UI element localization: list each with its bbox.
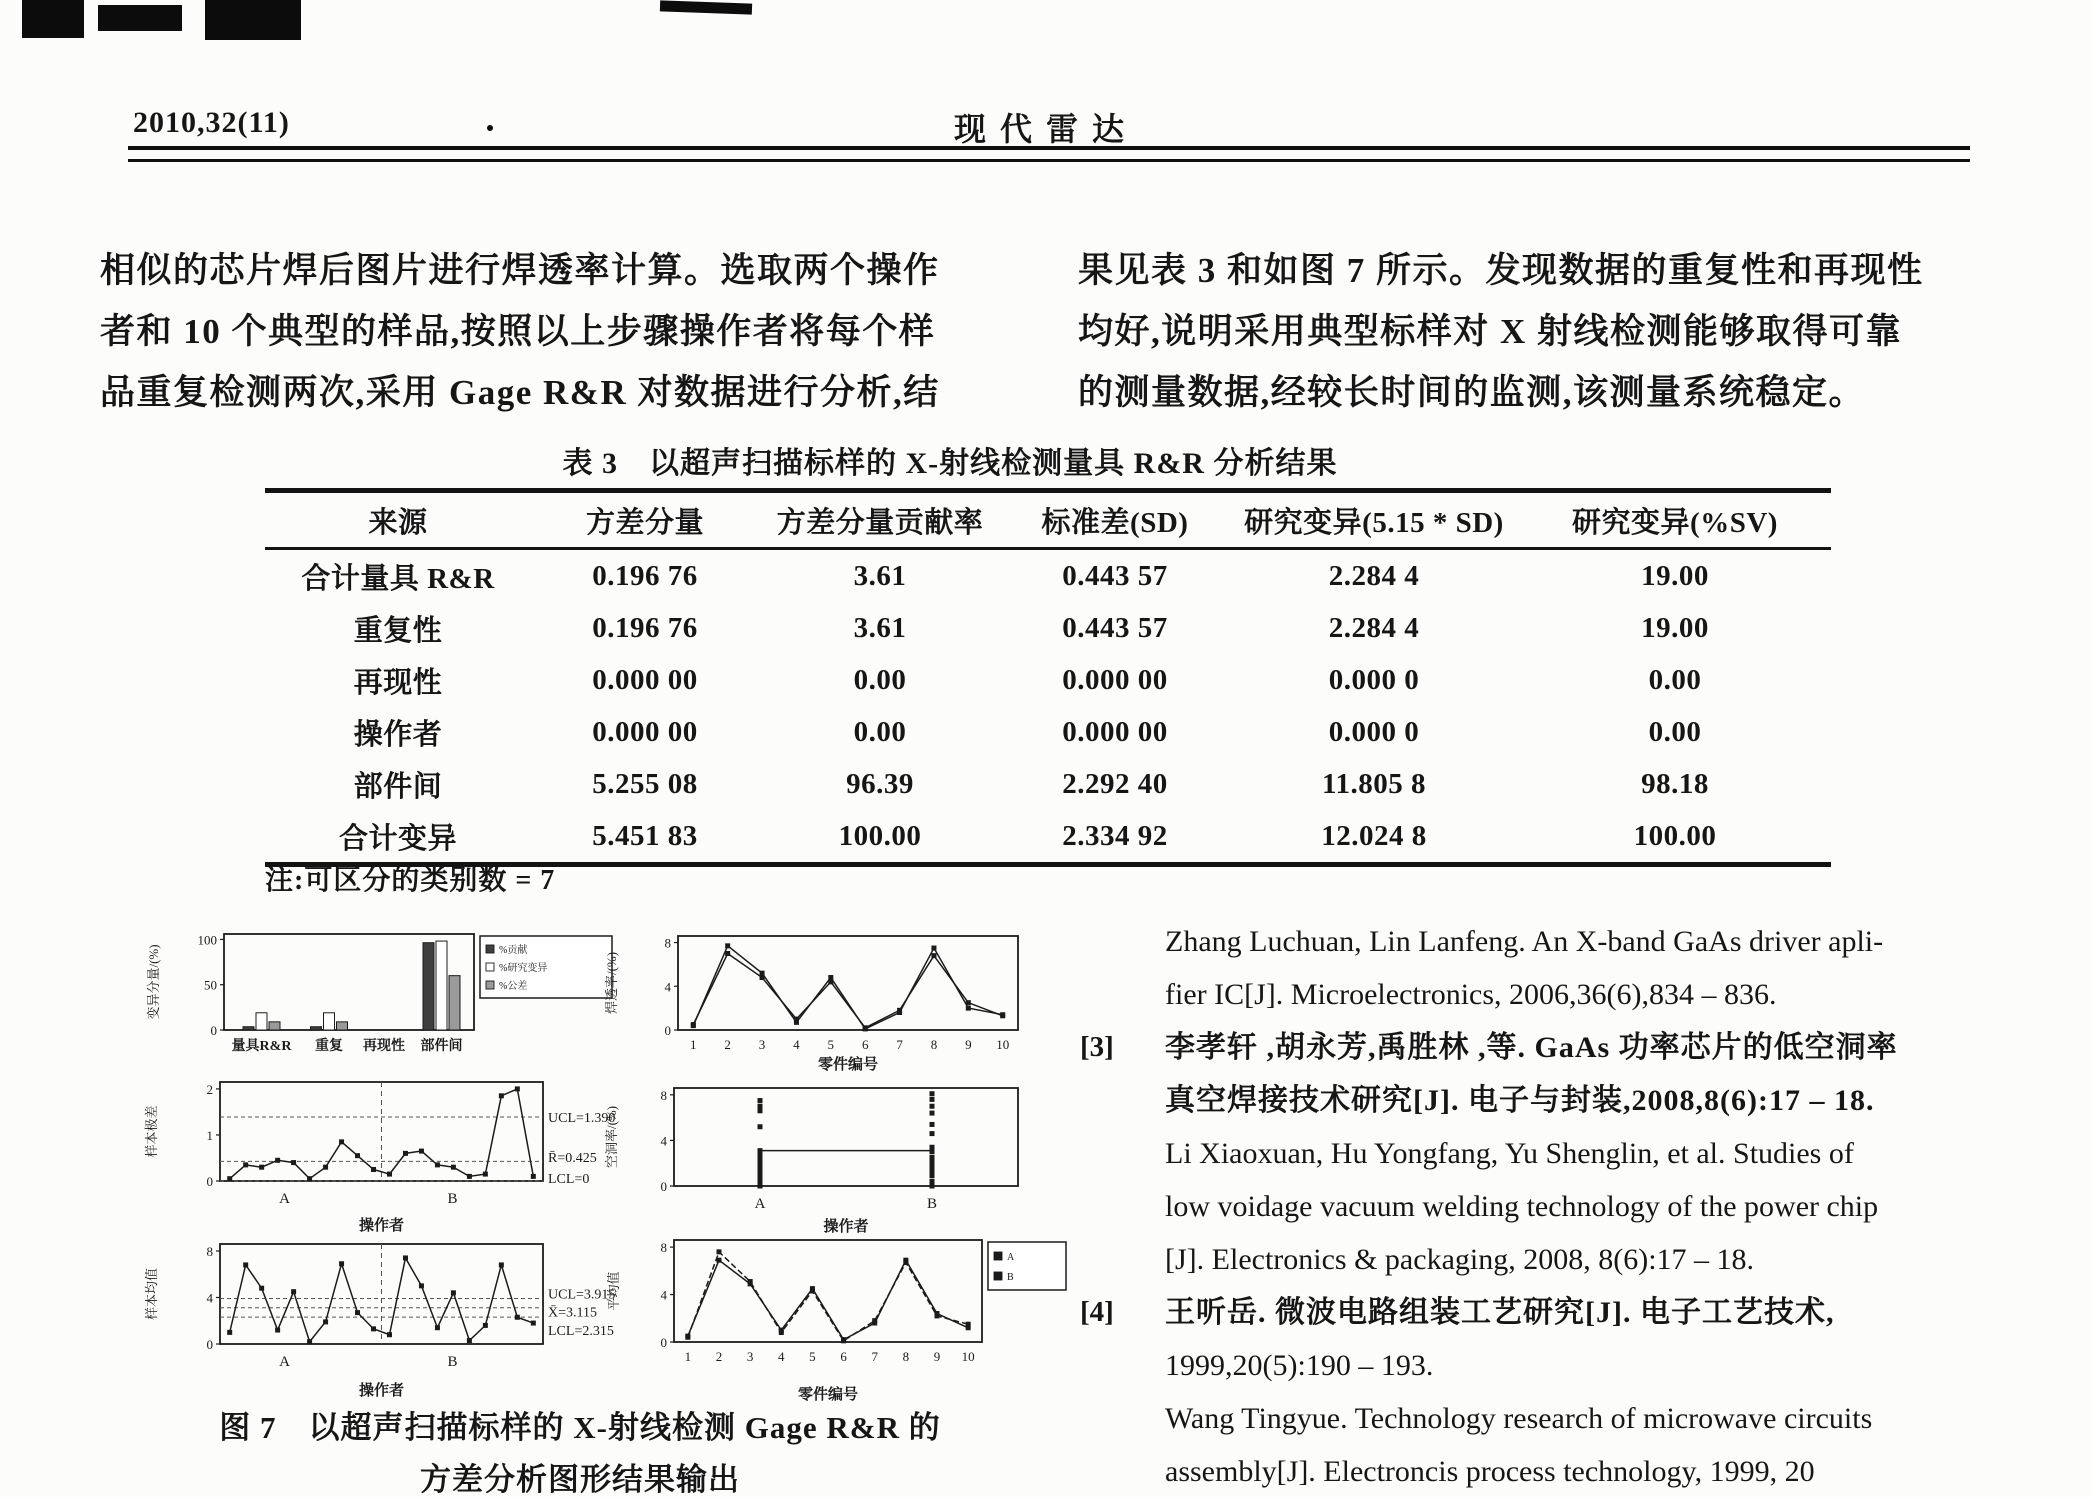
- svg-text:9: 9: [965, 1037, 972, 1052]
- void-rate-by-operator-chart: [598, 1076, 1060, 1243]
- reference-text: Wang Tingyue. Technology research of microwave circuits: [1165, 1402, 1873, 1435]
- table-cell: 0.00: [853, 663, 907, 696]
- svg-text:100: 100: [197, 932, 217, 948]
- header-issue: 2010,32(11): [133, 106, 290, 139]
- svg-text:3: 3: [758, 1037, 766, 1052]
- svg-text:R̄=0.425: R̄=0.425: [548, 1151, 597, 1167]
- svg-text:1: 1: [690, 1037, 697, 1052]
- references-list: [1080, 915, 2015, 1497]
- mean-by-part-chart: [600, 1228, 1092, 1411]
- svg-text:重复: 重复: [315, 1039, 343, 1054]
- text-line: 者和 10 个典型的样品,按照以上步骤操作者将每个样: [100, 312, 936, 351]
- table-row-label: 合计量具 R&R: [301, 562, 495, 595]
- table-cell: 0.000 0: [1328, 663, 1420, 696]
- table-header-row: [265, 491, 1831, 549]
- intro-left-paragraph: [100, 240, 1050, 423]
- table-cell: 5.255 08: [592, 767, 698, 800]
- table-row: [265, 810, 1831, 865]
- reference-line: [1165, 1180, 2015, 1233]
- svg-text:7: 7: [896, 1037, 903, 1052]
- svg-text:8: 8: [902, 1349, 910, 1364]
- svg-text:6: 6: [861, 1037, 869, 1052]
- svg-text:UCL=3.915: UCL=3.915: [548, 1287, 616, 1303]
- svg-text:操作者: 操作者: [823, 1219, 869, 1235]
- table-cell: 100.00: [838, 819, 922, 852]
- svg-text:5: 5: [809, 1349, 816, 1364]
- svg-text:50: 50: [204, 977, 217, 993]
- svg-text:0: 0: [206, 1174, 213, 1189]
- table-row: [265, 654, 1831, 706]
- table-cell: 0.443 57: [1062, 611, 1168, 644]
- reference-line: [1165, 968, 2015, 1021]
- svg-text:4: 4: [778, 1349, 785, 1364]
- svg-text:部件间: 部件间: [420, 1039, 463, 1054]
- header-rule: [128, 146, 1970, 162]
- svg-text:8: 8: [660, 1240, 667, 1256]
- table-header-cell: 方差分量: [531, 491, 759, 549]
- svg-text:4: 4: [664, 979, 671, 995]
- reference-text: 王听岳. 微波电路组装工艺研究[J]. 电子工艺技术,: [1165, 1296, 1835, 1329]
- svg-text:再现性: 再现性: [363, 1039, 405, 1054]
- svg-text:8: 8: [206, 1243, 213, 1259]
- table-cell: 0.00: [853, 715, 907, 748]
- table-cell: 12.024 8: [1321, 819, 1427, 852]
- svg-text:焊透率/(%): 焊透率/(%): [604, 951, 619, 1015]
- svg-text:4: 4: [206, 1290, 213, 1306]
- table-cell: 0.00: [1648, 715, 1702, 748]
- text-line: 均好,说明采用典型标样对 X 射线检测能够取得可靠: [1078, 312, 1903, 351]
- table-cell: 0.00: [1648, 663, 1702, 696]
- table-row: [265, 758, 1831, 810]
- table-header-cell: 方差分量贡献率: [759, 491, 1001, 549]
- table-cell: 100.00: [1633, 819, 1717, 852]
- svg-text:2: 2: [206, 1081, 213, 1097]
- svg-text:B: B: [926, 1196, 938, 1212]
- reference-text: [J]. Electronics & packaging, 2008, 8(6):17 – 18.: [1165, 1243, 1755, 1276]
- table-cell: 19.00: [1641, 611, 1709, 644]
- svg-text:操作者: 操作者: [358, 1383, 405, 1399]
- scan-artifact: [205, 0, 301, 40]
- table-cell: 96.39: [846, 767, 914, 800]
- reference-line: [1080, 1021, 2015, 1074]
- svg-text:零件编号: 零件编号: [797, 1387, 859, 1403]
- svg-text:A: A: [279, 1354, 291, 1370]
- sample-range-control-chart: [138, 1072, 643, 1242]
- journal-title: 现代雷达: [953, 111, 1138, 147]
- table-cell: 0.443 57: [1062, 559, 1168, 592]
- reference-marker: [4]: [1080, 1296, 1114, 1328]
- table-cell: 3.61: [853, 611, 907, 644]
- reference-text: 李孝轩 ,胡永芳,禹胜林 ,等. GaAs 功率芯片的低空洞率: [1165, 1031, 1898, 1064]
- svg-text:7: 7: [871, 1349, 878, 1364]
- sample-mean-control-chart: [138, 1232, 643, 1407]
- svg-text:B: B: [447, 1191, 458, 1207]
- table-cell: 19.00: [1641, 559, 1709, 592]
- table-header-cell: 标准差(SD): [1001, 491, 1229, 549]
- scan-artifact: [22, 0, 84, 38]
- svg-text:0: 0: [660, 1335, 667, 1350]
- svg-text:6: 6: [840, 1349, 847, 1364]
- figure-caption-line2: 方差分析图形结果输出: [420, 1462, 740, 1497]
- svg-text:4: 4: [660, 1287, 667, 1303]
- svg-text:B: B: [1007, 1272, 1014, 1283]
- svg-text:10: 10: [961, 1349, 975, 1364]
- table-row: [265, 706, 1831, 758]
- svg-text:A: A: [279, 1191, 291, 1207]
- reference-line: [1165, 1233, 2015, 1286]
- reference-marker: [3]: [1080, 1031, 1114, 1063]
- svg-text:10: 10: [996, 1037, 1010, 1052]
- reference-line: [1080, 1286, 2015, 1339]
- table-cell: 11.805 8: [1322, 767, 1426, 800]
- reference-text: assembly[J]. Electroncis process technology, 1999, 20: [1165, 1455, 1815, 1488]
- svg-text:1: 1: [206, 1127, 213, 1143]
- table-row: [265, 549, 1831, 603]
- svg-text:%贡献: %贡献: [499, 945, 528, 956]
- svg-text:平均值: 平均值: [606, 1271, 621, 1311]
- table-cell: 5.451 83: [592, 819, 698, 852]
- text-line: 品重复检测两次,采用 Gage R&R 对数据进行分析,结: [100, 373, 940, 412]
- svg-text:LCL=0: LCL=0: [548, 1171, 590, 1187]
- svg-text:8: 8: [664, 935, 671, 951]
- svg-text:%公差: %公差: [499, 981, 528, 992]
- table-cell: 2.292 40: [1062, 767, 1168, 800]
- table-cell: 0.196 76: [592, 611, 698, 644]
- scan-artifact: [98, 5, 182, 31]
- table-cell: 98.18: [1641, 767, 1709, 800]
- reference-line: [1165, 1074, 2015, 1127]
- table-cell: 0.000 00: [592, 663, 698, 696]
- table-cell: 2.334 92: [1062, 819, 1168, 852]
- svg-text:8: 8: [930, 1037, 938, 1052]
- svg-text:%研究变异: %研究变异: [499, 963, 548, 974]
- table-cell: 0.196 76: [592, 559, 698, 592]
- svg-text:B: B: [447, 1354, 458, 1370]
- text-line: 的测量数据,经较长时间的监测,该测量系统稳定。: [1078, 373, 1866, 412]
- svg-text:操作者: 操作者: [358, 1218, 405, 1234]
- intro-right-paragraph: [1078, 240, 2028, 423]
- table-header-cell: 研究变异(%SV): [1519, 491, 1831, 549]
- penetration-rate-by-part-chart: [598, 924, 1050, 1081]
- variance-components-bar-chart: [140, 924, 626, 1079]
- text-line: 果见表 3 和如图 7 所示。发现数据的重复性和再现性: [1078, 251, 1924, 290]
- table-header-cell: 来源: [265, 491, 531, 549]
- svg-text:A: A: [1007, 1252, 1015, 1263]
- svg-text:零件编号: 零件编号: [817, 1057, 879, 1073]
- svg-text:量具R&R: 量具R&R: [231, 1039, 292, 1054]
- table-cell: 3.61: [853, 559, 907, 592]
- reference-line: [1165, 1445, 2015, 1497]
- svg-text:4: 4: [793, 1037, 800, 1052]
- svg-text:2: 2: [724, 1037, 731, 1052]
- svg-text:0: 0: [660, 1179, 667, 1194]
- svg-text:LCL=2.315: LCL=2.315: [548, 1324, 614, 1340]
- svg-text:样本极差: 样本极差: [144, 1105, 159, 1158]
- table-cell: 0.000 00: [1062, 663, 1168, 696]
- reference-line: [1165, 1127, 2015, 1180]
- svg-text:8: 8: [660, 1087, 667, 1103]
- svg-text:9: 9: [933, 1349, 941, 1364]
- table-row-label: 合计变异: [338, 822, 457, 855]
- reference-text: 真空焊接技术研究[J]. 电子与封装,2008,8(6):17 – 18.: [1165, 1084, 1875, 1117]
- svg-text:空洞率/(%): 空洞率/(%): [604, 1105, 619, 1169]
- table-row-label: 操作者: [353, 718, 443, 751]
- figure-caption-line1: 图 7 以超声扫描标样的 X-射线检测 Gage R&R 的: [219, 1410, 941, 1445]
- svg-text:3: 3: [746, 1349, 754, 1364]
- svg-text:4: 4: [660, 1133, 667, 1149]
- table-note: 注:可区分的类别数 = 7: [265, 865, 556, 896]
- reference-line: [1165, 1392, 2015, 1445]
- table-cell: 2.284 4: [1328, 611, 1420, 644]
- table-cell: 2.284 4: [1328, 559, 1420, 592]
- reference-text: Li Xiaoxuan, Hu Yongfang, Yu Shenglin, et al. Studies of: [1165, 1137, 1854, 1170]
- svg-text:变异分量/(%): 变异分量/(%): [146, 944, 161, 1020]
- text-line: 相似的芯片焊后图片进行焊透率计算。选取两个操作: [100, 251, 940, 290]
- table-title: 表 3 以超声扫描标样的 X-射线检测量具 R&R 分析结果: [562, 447, 1338, 480]
- reference-line: [1165, 1339, 2015, 1392]
- reference-text: fier IC[J]. Microelectronics, 2006,36(6),834 – 836.: [1165, 978, 1777, 1011]
- svg-text:0: 0: [664, 1023, 671, 1038]
- svg-text:2: 2: [715, 1349, 723, 1364]
- svg-text:0: 0: [206, 1337, 213, 1352]
- reference-text: Zhang Luchuan, Lin Lanfeng. An X-band GaAs driver apli-: [1165, 925, 1884, 958]
- reference-line: [1165, 915, 2015, 968]
- table-cell: 0.000 00: [1062, 715, 1168, 748]
- table-row-label: 重复性: [353, 614, 443, 647]
- table-cell: 0.000 0: [1328, 715, 1420, 748]
- svg-text:UCL=1.390: UCL=1.390: [548, 1110, 616, 1126]
- svg-text:样本均值: 样本均值: [144, 1267, 159, 1321]
- table-row-label: 再现性: [353, 666, 443, 699]
- table-header-cell: 研究变异(5.15 * SD): [1229, 491, 1519, 549]
- svg-text:A: A: [754, 1196, 766, 1212]
- svg-text:X̄=3.115: X̄=3.115: [548, 1305, 597, 1321]
- reference-text: low voidage vacuum welding technology of the power chip: [1165, 1190, 1879, 1223]
- table-row-label: 部件间: [353, 770, 443, 803]
- reference-text: 1999,20(5):190 – 193.: [1165, 1349, 1434, 1382]
- gage-rr-table: [265, 488, 1831, 867]
- svg-text:1: 1: [684, 1349, 692, 1364]
- scan-artifact: [660, 0, 752, 14]
- table-row: [265, 602, 1831, 654]
- svg-text:5: 5: [827, 1037, 835, 1052]
- table-cell: 0.000 00: [592, 715, 698, 748]
- svg-text:0: 0: [210, 1023, 217, 1038]
